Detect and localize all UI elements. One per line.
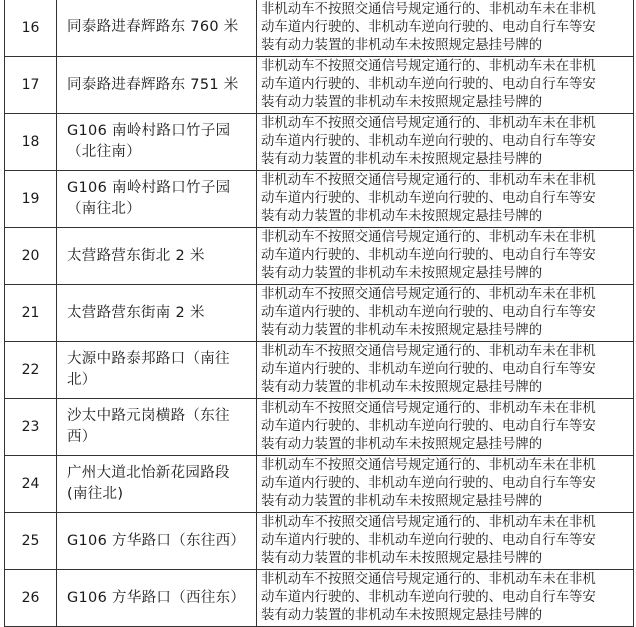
row-number: 22 [5,342,57,398]
violation-text [261,286,596,340]
table-row [5,570,633,627]
violation-cell [257,285,633,341]
violation-line: 动车道内行驶的、非机动车逆向行驶的、电动自行车等安 [261,533,596,548]
violation-line: 装有动力装置的非机动车未按照规定悬挂号牌的 [261,494,543,509]
violation-text [261,514,596,568]
row-number: 24 [5,456,57,512]
violation-points-table [4,0,634,627]
violation-text [261,457,596,511]
violation-line: 动车道内行驶的、非机动车逆向行驶的、电动自行车等安 [261,476,596,491]
violation-cell [257,0,633,56]
row-number: 16 [5,0,57,56]
location-cell: 大源中路泰邦路口（南往北） [57,342,257,398]
row-number: 25 [5,513,57,569]
violation-cell [257,570,633,626]
violation-cell [257,171,633,227]
table-row [5,0,633,57]
table-row [5,342,633,399]
location-cell: 同泰路进春辉路东 760 米 [57,0,257,56]
location-cell: G106 方华路口（西往东） [57,570,257,626]
table-row [5,285,633,342]
table-row [5,399,633,456]
violation-line: 非机动车不按照交通信号规定通行的、非机动车未在非机 [261,173,596,188]
violation-line: 非机动车不按照交通信号规定通行的、非机动车未在非机 [261,230,596,245]
violation-cell [257,399,633,455]
violation-line: 装有动力装置的非机动车未按照规定悬挂号牌的 [261,437,543,452]
violation-line: 装有动力装置的非机动车未按照规定悬挂号牌的 [261,380,543,395]
violation-text [261,571,596,625]
violation-text [261,115,596,169]
violation-text [261,58,596,112]
location-cell: G106 南岭村路口竹子园（南往北） [57,171,257,227]
row-number: 23 [5,399,57,455]
violation-cell [257,342,633,398]
violation-line: 动车道内行驶的、非机动车逆向行驶的、电动自行车等安 [261,419,596,434]
violation-line: 装有动力装置的非机动车未按照规定悬挂号牌的 [261,37,543,53]
table-row [5,228,633,285]
table-row [5,57,633,114]
violation-line: 非机动车不按照交通信号规定通行的、非机动车未在非机 [261,515,596,530]
row-number: 20 [5,228,57,284]
violation-line: 动车道内行驶的、非机动车逆向行驶的、电动自行车等安 [261,362,596,377]
violation-line: 动车道内行驶的、非机动车逆向行驶的、电动自行车等安 [261,248,596,263]
location-cell: 太营路营东街南 2 米 [57,285,257,341]
violation-text [261,400,596,454]
violation-cell [257,456,633,512]
location-cell: G106 方华路口（东往西） [57,513,257,569]
location-cell: 同泰路进春辉路东 751 米 [57,57,257,113]
violation-line: 动车道内行驶的、非机动车逆向行驶的、电动自行车等安 [261,77,596,92]
violation-line: 非机动车不按照交通信号规定通行的、非机动车未在非机 [261,401,596,416]
violation-cell [257,228,633,284]
violation-text [261,1,596,55]
table-row [5,171,633,228]
violation-line: 非机动车不按照交通信号规定通行的、非机动车未在非机 [261,116,596,131]
violation-cell [257,513,633,569]
row-number: 26 [5,570,57,626]
violation-cell [257,114,633,170]
location-cell: 广州大道北怡新花园路段(南往北) [57,456,257,512]
violation-line: 非机动车不按照交通信号规定通行的、非机动车未在非机 [261,344,596,359]
violation-line: 非机动车不按照交通信号规定通行的、非机动车未在非机 [261,59,596,74]
location-cell: 沙太中路元岗横路（东往西） [57,399,257,455]
row-number: 21 [5,285,57,341]
location-cell: 太营路营东街北 2 米 [57,228,257,284]
violation-line: 非机动车不按照交通信号规定通行的、非机动车未在非机 [261,572,596,587]
violation-line: 动车道内行驶的、非机动车逆向行驶的、电动自行车等安 [261,305,596,320]
table-row [5,456,633,513]
violation-line: 非机动车不按照交通信号规定通行的、非机动车未在非机 [261,287,596,302]
row-number: 18 [5,114,57,170]
violation-line: 非机动车不按照交通信号规定通行的、非机动车未在非机 [261,1,596,17]
violation-line: 装有动力装置的非机动车未按照规定悬挂号牌的 [261,152,543,167]
violation-line: 装有动力装置的非机动车未按照规定悬挂号牌的 [261,95,543,110]
table-row [5,114,633,171]
violation-line: 动车道内行驶的、非机动车逆向行驶的、电动自行车等安 [261,134,596,149]
table-row [5,513,633,570]
violation-line: 动车道内行驶的、非机动车逆向行驶的、电动自行车等安 [261,19,596,35]
violation-text [261,343,596,397]
violation-line: 动车道内行驶的、非机动车逆向行驶的、电动自行车等安 [261,191,596,206]
violation-line: 非机动车不按照交通信号规定通行的、非机动车未在非机 [261,458,596,473]
violation-text [261,229,596,283]
row-number: 17 [5,57,57,113]
violation-line: 装有动力装置的非机动车未按照规定悬挂号牌的 [261,323,543,338]
violation-line: 装有动力装置的非机动车未按照规定悬挂号牌的 [261,266,543,281]
violation-line: 装有动力装置的非机动车未按照规定悬挂号牌的 [261,551,543,566]
violation-line: 动车道内行驶的、非机动车逆向行驶的、电动自行车等安 [261,590,596,605]
violation-line: 装有动力装置的非机动车未按照规定悬挂号牌的 [261,209,543,224]
violation-line: 装有动力装置的非机动车未按照规定悬挂号牌的 [261,608,543,623]
location-cell: G106 南岭村路口竹子园（北往南） [57,114,257,170]
row-number: 19 [5,171,57,227]
violation-cell [257,57,633,113]
violation-text [261,172,596,226]
